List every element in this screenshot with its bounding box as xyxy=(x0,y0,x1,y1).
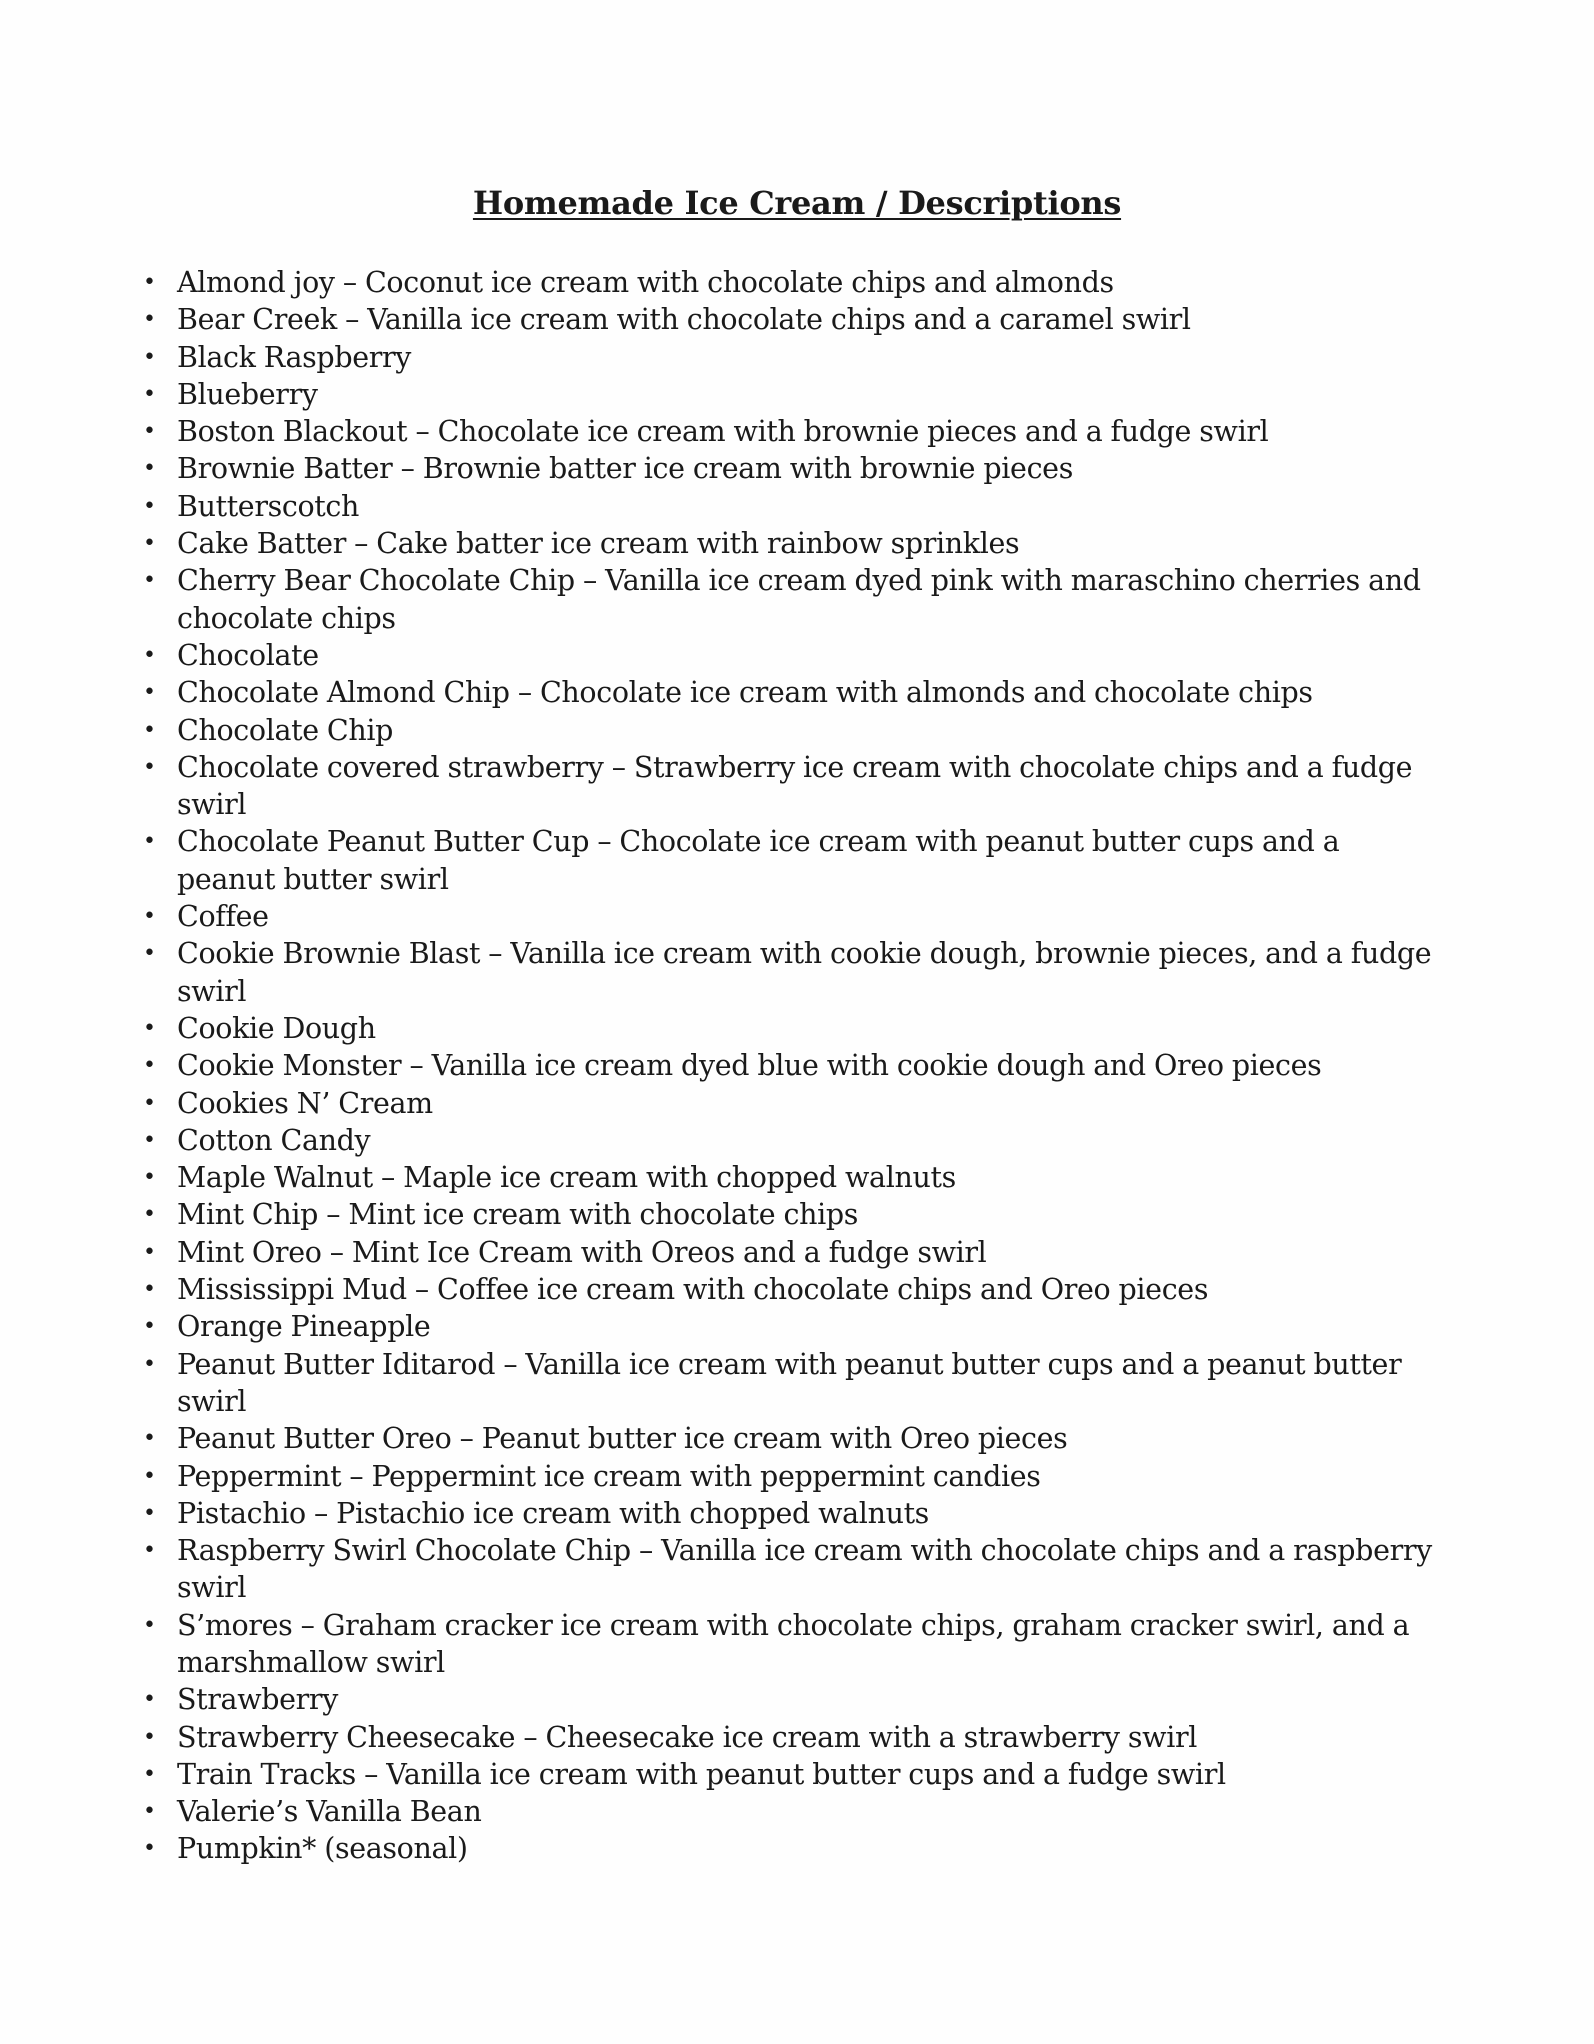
flavor-description: Orange Pineapple xyxy=(177,1310,431,1344)
bullet-icon: • xyxy=(143,1351,156,1377)
bullet-icon: • xyxy=(143,1463,156,1489)
flavor-description: Strawberry xyxy=(177,1683,338,1717)
flavor-description: Chocolate Almond Chip – Chocolate ice cream with almonds and chocolate chips xyxy=(177,676,1313,710)
bullet-icon: • xyxy=(143,1612,156,1638)
list-item xyxy=(135,1047,1435,1084)
flavor-description: Chocolate Chip xyxy=(177,713,394,747)
bullet-icon: • xyxy=(143,1202,156,1228)
bullet-icon: • xyxy=(143,1426,156,1452)
bullet-icon: • xyxy=(143,754,156,780)
list-item xyxy=(135,1830,1435,1867)
list-item xyxy=(135,749,1435,824)
flavor-description: Coffee xyxy=(177,900,269,934)
list-item xyxy=(135,935,1435,1010)
list-item xyxy=(135,1532,1435,1607)
list-item xyxy=(135,562,1435,637)
bullet-icon: • xyxy=(143,531,156,557)
bullet-icon: • xyxy=(143,642,156,668)
list-item xyxy=(135,1085,1435,1122)
bullet-icon: • xyxy=(143,1053,156,1079)
bullet-icon: • xyxy=(143,568,156,594)
bullet-icon: • xyxy=(143,941,156,967)
list-item xyxy=(135,339,1435,376)
flavor-description: Pistachio – Pistachio ice cream with chopped walnuts xyxy=(177,1496,929,1530)
bullet-icon: • xyxy=(143,1761,156,1787)
list-item xyxy=(135,1196,1435,1233)
list-item xyxy=(135,1159,1435,1196)
bullet-icon: • xyxy=(143,1277,156,1303)
bullet-icon: • xyxy=(143,1165,156,1191)
flavor-description: Peppermint – Peppermint ice cream with peppermint candies xyxy=(177,1459,1041,1493)
flavor-description: Chocolate covered strawberry – Strawberry ice cream with chocolate chips and a fudge swirl xyxy=(177,750,1413,822)
bullet-icon: • xyxy=(143,344,156,370)
flavor-description: Cookies N’ Cream xyxy=(177,1086,433,1120)
flavor-description: Cookie Brownie Blast – Vanilla ice cream with cookie dough, brownie pieces, and a fudge swirl xyxy=(177,937,1432,1008)
list-item xyxy=(135,1122,1435,1159)
bullet-icon: • xyxy=(143,1500,156,1526)
list-item xyxy=(135,1458,1435,1495)
bullet-icon: • xyxy=(143,307,156,333)
bullet-icon: • xyxy=(143,829,156,855)
list-item xyxy=(135,637,1435,674)
flavor-description: Cherry Bear Chocolate Chip – Vanilla ice cream dyed pink with maraschino cherries and chocolate chips xyxy=(177,564,1421,635)
flavor-description: Brownie Batter – Brownie batter ice cream with brownie pieces xyxy=(177,452,1073,486)
list-item xyxy=(135,1234,1435,1271)
flavor-description: Peanut Butter Iditarod – Vanilla ice cream with peanut butter cups and a peanut butter swirl xyxy=(177,1347,1402,1418)
bullet-icon: • xyxy=(143,1314,156,1340)
bullet-icon: • xyxy=(143,680,156,706)
list-item xyxy=(135,712,1435,749)
list-item xyxy=(135,413,1435,450)
flavor-description: Pumpkin* (seasonal) xyxy=(177,1832,468,1866)
list-item xyxy=(135,898,1435,935)
flavor-description: Cake Batter – Cake batter ice cream with rainbow sprinkles xyxy=(177,527,1020,561)
list-item xyxy=(135,301,1435,338)
bullet-icon: • xyxy=(143,1687,156,1713)
flavor-description: Bear Creek – Vanilla ice cream with chocolate chips and a caramel swirl xyxy=(177,303,1191,337)
list-item xyxy=(135,1420,1435,1457)
list-item xyxy=(135,1346,1435,1421)
list-item xyxy=(135,525,1435,562)
list-item xyxy=(135,1793,1435,1830)
list-item xyxy=(135,823,1435,898)
flavor-description: Cotton Candy xyxy=(177,1123,371,1157)
bullet-icon: • xyxy=(143,1015,156,1041)
flavor-description: Cookie Dough xyxy=(177,1011,376,1045)
bullet-icon: • xyxy=(143,904,156,930)
flavor-description: Mississippi Mud – Coffee ice cream with chocolate chips and Oreo pieces xyxy=(177,1273,1209,1307)
page-title-text: Homemade Ice Cream / Descriptions xyxy=(472,184,1122,222)
list-item xyxy=(135,1271,1435,1308)
flavor-description: Chocolate xyxy=(177,638,319,672)
flavor-description: Peanut Butter Oreo – Peanut butter ice cream with Oreo pieces xyxy=(177,1422,1068,1456)
bullet-icon: • xyxy=(143,1127,156,1153)
flavor-description: Boston Blackout – Chocolate ice cream with brownie pieces and a fudge swirl xyxy=(177,415,1269,449)
bullet-icon: • xyxy=(143,456,156,482)
flavor-description: Mint Chip – Mint ice cream with chocolate chips xyxy=(177,1198,859,1232)
flavor-description: Maple Walnut – Maple ice cream with chopped walnuts xyxy=(177,1161,956,1195)
flavor-list xyxy=(135,264,1435,1868)
flavor-description: Mint Oreo – Mint Ice Cream with Oreos and a fudge swirl xyxy=(177,1235,987,1269)
flavor-description: Cookie Monster – Vanilla ice cream dyed blue with cookie dough and Oreo pieces xyxy=(177,1049,1322,1083)
flavor-description: Almond joy – Coconut ice cream with chocolate chips and almonds xyxy=(177,266,1114,299)
bullet-icon: • xyxy=(143,381,156,407)
list-item xyxy=(135,1308,1435,1345)
bullet-icon: • xyxy=(143,270,156,295)
bullet-icon: • xyxy=(143,419,156,445)
list-item xyxy=(135,450,1435,487)
flavor-description: Strawberry Cheesecake – Cheesecake ice cream with a strawberry swirl xyxy=(177,1720,1198,1754)
list-item xyxy=(135,1681,1435,1718)
list-item xyxy=(135,1719,1435,1756)
flavor-description: Butterscotch xyxy=(177,489,360,523)
list-item xyxy=(135,264,1435,301)
list-item xyxy=(135,1010,1435,1047)
flavor-description: Train Tracks – Vanilla ice cream with peanut butter cups and a fudge swirl xyxy=(177,1757,1226,1791)
page-title xyxy=(0,178,1594,228)
bullet-icon: • xyxy=(143,1239,156,1265)
flavor-description: Blueberry xyxy=(177,377,318,411)
bullet-icon: • xyxy=(143,1538,156,1564)
flavor-description: Black Raspberry xyxy=(177,340,412,374)
list-item xyxy=(135,1607,1435,1682)
bullet-icon: • xyxy=(143,717,156,743)
flavor-description: Raspberry Swirl Chocolate Chip – Vanilla ice cream with chocolate chips and a raspberry swirl xyxy=(177,1534,1432,1605)
list-item xyxy=(135,1756,1435,1793)
flavor-description: Chocolate Peanut Butter Cup – Chocolate ice cream with peanut butter cups and a peanut butter swirl xyxy=(177,825,1340,896)
bullet-icon: • xyxy=(143,493,156,519)
bullet-icon: • xyxy=(143,1090,156,1116)
bullet-icon: • xyxy=(143,1724,156,1750)
flavor-description: Valerie’s Vanilla Bean xyxy=(177,1795,482,1829)
flavor-description: S’mores – Graham cracker ice cream with chocolate chips, graham cracker swirl, and a marshmallow swirl xyxy=(177,1608,1410,1679)
list-item xyxy=(135,674,1435,711)
list-item xyxy=(135,488,1435,525)
list-item xyxy=(135,376,1435,413)
bullet-icon: • xyxy=(143,1799,156,1825)
list-item xyxy=(135,1495,1435,1532)
bullet-icon: • xyxy=(143,1836,156,1862)
